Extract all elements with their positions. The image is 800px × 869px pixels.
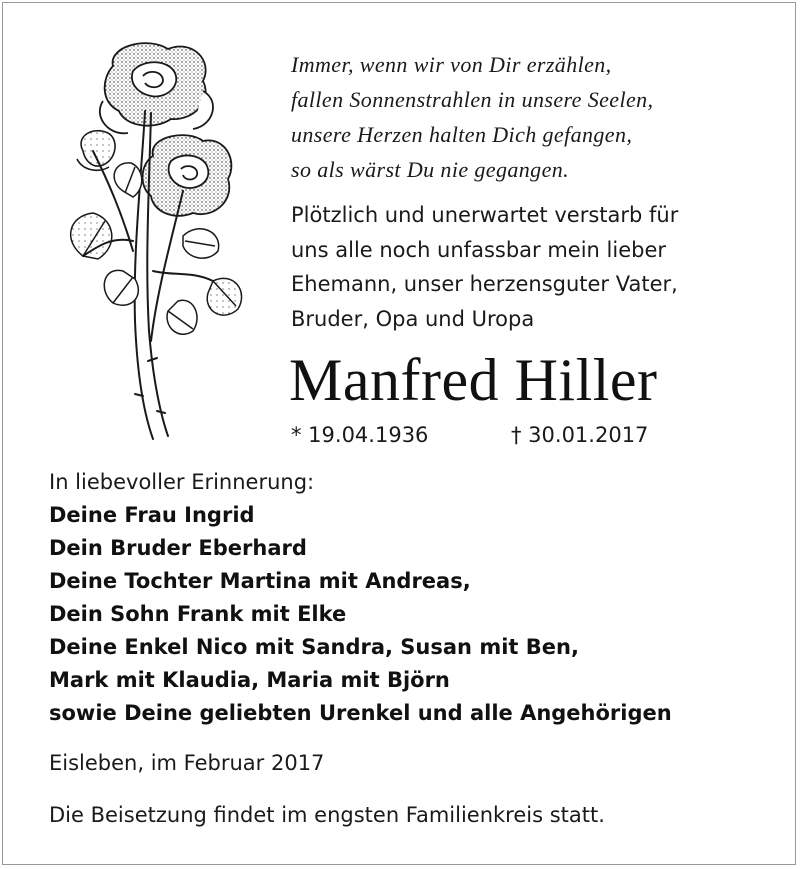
rose-illustration-icon (53, 41, 253, 446)
burial-note: Die Beisetzung findet im engsten Familienkreis statt. (49, 803, 605, 827)
announcement-line: Bruder, Opa und Uropa (291, 306, 535, 331)
obituary-notice (2, 2, 796, 865)
mourner-line: Mark mit Klaudia, Maria mit Björn (49, 668, 450, 692)
poem-line: Immer, wenn wir von Dir erzählen, (291, 52, 612, 77)
poem-line: so als wärst Du nie gegangen. (291, 157, 570, 182)
mourners-list (49, 466, 789, 730)
deceased-name: Manfred Hiller (289, 347, 658, 413)
death-announcement (291, 198, 791, 336)
announcement-line: Ehemann, unser herzensguter Vater, (291, 272, 678, 296)
mourners-heading: In liebevoller Erinnerung: (49, 470, 315, 494)
poem-verse (291, 47, 791, 187)
mourner-line: Deine Enkel Nico mit Sandra, Susan mit Ben, (49, 635, 579, 659)
death-date: † 30.01.2017 (511, 423, 649, 447)
mourner-line: Dein Sohn Frank mit Elke (49, 602, 347, 626)
mourner-line: Deine Frau Ingrid (49, 503, 255, 527)
mourner-line: Dein Bruder Eberhard (49, 536, 307, 560)
announcement-line: Plötzlich und unerwartet verstarb für (291, 203, 679, 227)
poem-line: unsere Herzen halten Dich gefangen, (291, 122, 633, 147)
place-and-date: Eisleben, im Februar 2017 (49, 751, 325, 775)
mourner-line: sowie Deine geliebten Urenkel und alle Angehörigen (49, 701, 672, 725)
poem-line: fallen Sonnenstrahlen in unsere Seelen, (291, 87, 654, 112)
mourner-line: Deine Tochter Martina mit Andreas, (49, 569, 471, 593)
announcement-line: uns alle noch unfassbar mein lieber (291, 237, 666, 262)
birth-date: * 19.04.1936 (291, 423, 429, 447)
